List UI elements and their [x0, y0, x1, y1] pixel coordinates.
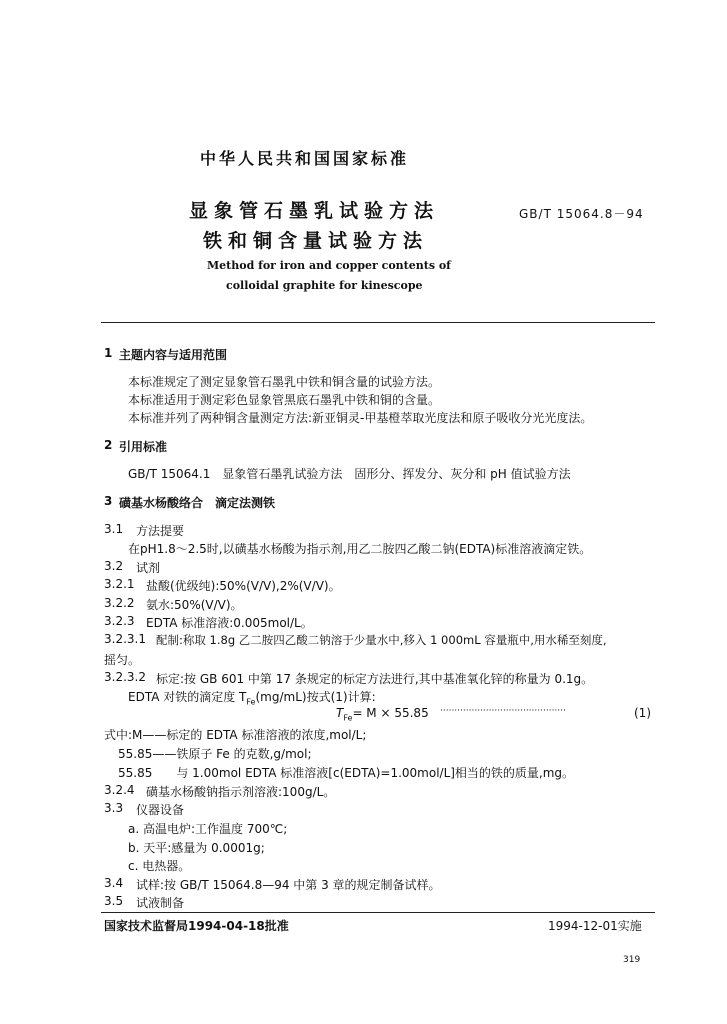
title-en-line1: Method for iron and copper contents of — [207, 259, 451, 272]
section-3-3-item-a: a. 高温电炉:工作温度 700℃; — [128, 822, 288, 836]
section-1-number: 1 — [104, 346, 113, 360]
section-3-5-number: 3.5 — [104, 894, 124, 908]
section-3-2-1-text: 盐酸(优级纯):50%(V/V),2%(V/V)。 — [146, 579, 341, 593]
title-en-line2: colloidal graphite for kinescope — [226, 279, 423, 292]
where-line-3: 55.85 与 1.00mol EDTA 标准溶液[c(EDTA)=1.00mol/L]相当的铁的质量,mg。 — [118, 766, 575, 780]
section-3-2-3-1-number: 3.2.3.1 — [104, 632, 146, 646]
section-3-3-item-c: c. 电热器。 — [128, 859, 191, 873]
section-1-paragraph-2: 本标准适用于测定彩色显象管黑底石墨乳中铁和铜的含量。 — [128, 393, 441, 407]
formula-leader-dots: ············································ — [440, 706, 566, 716]
section-3-number: 3 — [104, 494, 113, 508]
section-3-1-number: 3.1 — [104, 522, 124, 536]
section-2-number: 2 — [104, 438, 113, 452]
section-3-4-number: 3.4 — [104, 876, 124, 890]
formula-number: (1) — [634, 706, 651, 720]
national-standard-heading: 中华人民共和国国家标准 — [200, 149, 410, 168]
section-3-2-3-1-text: 配制:称取 1.8g 乙二胺四乙酸二钠溶于少量水中,移入 1 000mL 容量瓶中,用水稀至刻度, — [156, 633, 607, 647]
section-3-2-3-2-text: 标定:按 GB 601 中第 17 条规定的标定方法进行,其中基准氧化锌的称量为 0.1g。 — [156, 672, 594, 686]
section-3-3-item-b: b. 天平:感量为 0.0001g; — [128, 841, 265, 855]
section-1-title: 主题内容与适用范围 — [119, 348, 228, 362]
section-3-3-title: 仪器设备 — [136, 803, 185, 817]
section-3-2-3-2-number: 3.2.3.2 — [104, 670, 146, 684]
page-number: 319 — [623, 955, 641, 965]
section-3-1-paragraph: 在pH1.8～2.5时,以磺基水杨酸为指示剂,用乙二胺四乙酸二钠(EDTA)标准溶液滴定铁。 — [128, 542, 592, 556]
section-3-2-3-text: EDTA 标准溶液:0.005mol/L。 — [146, 616, 313, 630]
section-3-title: 磺基水杨酸络合 滴定法测铁 — [119, 496, 276, 510]
titer-sentence-head: EDTA 对铁的滴定度 T — [128, 690, 247, 704]
standard-code: GB/T 15064.8－94 — [519, 207, 644, 221]
section-3-2-number: 3.2 — [104, 559, 124, 573]
section-3-2-2-number: 3.2.2 — [104, 596, 135, 610]
section-1-paragraph-3: 本标准并列了两种铜含量测定方法:新亚铜灵-甲基橙萃取光度法和原子吸收分光光度法。 — [128, 411, 593, 425]
title-cn-line1: 显象管石墨乳试验方法 — [189, 200, 440, 222]
footer-divider — [101, 912, 655, 913]
where-line-1: 式中:M——标定的 EDTA 标准溶液的浓度,mol/L; — [104, 728, 367, 742]
titer-sentence — [128, 688, 376, 706]
header-divider — [101, 322, 655, 323]
section-3-3-number: 3.3 — [104, 801, 124, 815]
section-3-2-2-text: 氨水:50%(V/V)。 — [146, 598, 243, 612]
title-cn-line2: 铁和铜含量试验方法 — [203, 230, 429, 252]
section-2-reference: GB/T 15064.1 显象管石墨乳试验方法 固形分、挥发分、灰分和 pH 值试验方法 — [128, 467, 571, 481]
section-3-2-4-number: 3.2.4 — [104, 783, 135, 797]
titer-subscript: Fe — [246, 697, 256, 707]
section-3-2-1-number: 3.2.1 — [104, 577, 135, 591]
where-line-2: 55.85——铁原子 Fe 的克数,g/mol; — [118, 747, 312, 761]
footer-issuer: 国家技术监督局1994-04-18批准 — [104, 919, 289, 933]
footer-effective-date: 1994-12-01实施 — [548, 919, 642, 933]
section-3-2-3-1-continuation: 摇匀。 — [104, 653, 141, 667]
formula-lhs: T — [336, 706, 344, 720]
section-3-2-3-number: 3.2.3 — [104, 614, 135, 628]
formula-rhs: = M × 55.85 — [352, 706, 429, 720]
formula-1 — [336, 706, 429, 722]
section-3-5-title: 试液制备 — [136, 896, 185, 910]
section-1-paragraph-1: 本标准规定了测定显象管石墨乳中铁和铜含量的试验方法。 — [128, 375, 441, 389]
section-3-1-title: 方法提要 — [136, 524, 185, 538]
section-2-title: 引用标准 — [119, 440, 168, 454]
titer-sentence-tail: (mg/mL)按式(1)计算: — [255, 690, 376, 704]
section-3-2-title: 试剂 — [136, 561, 161, 575]
section-3-4-text: 试样:按 GB/T 15064.8—94 中第 3 章的规定制备试样。 — [136, 878, 441, 892]
section-3-2-4-text: 磺基水杨酸钠指示剂溶液:100g/L。 — [146, 785, 336, 799]
formula-subscript: Fe — [343, 713, 353, 723]
